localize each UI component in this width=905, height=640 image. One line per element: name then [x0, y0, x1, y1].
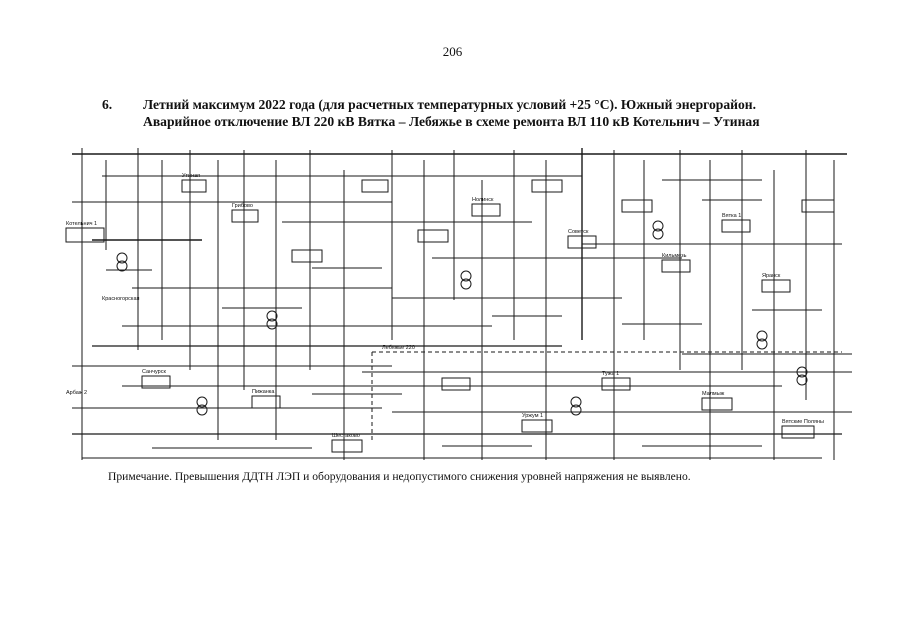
station-label-grabovo: Грибово	[232, 203, 253, 209]
page-number: 206	[442, 44, 463, 59]
station-label-pizhanka: Пижанка	[252, 389, 275, 395]
station-label-shestakovo: Шестаково	[332, 433, 360, 439]
station-label-sovetsk: Советск	[568, 229, 589, 235]
station-label-vyatskie-polyany: Вятские Поляны	[782, 419, 824, 425]
station-label-arbazh: Арбаж 2	[66, 390, 88, 396]
scheme-lines	[66, 148, 852, 460]
section-number: 6.	[102, 97, 113, 112]
station-label-malmyzh: Малмыж	[702, 391, 725, 397]
power-grid-scheme	[62, 140, 857, 468]
station-label-lebyazhye: Лебяжье 220	[382, 345, 415, 351]
section-title-line-1: Летний максимум 2022 года (для расчетных температурных условий +25 °С). Южный энергорайон.	[143, 97, 757, 112]
station-label-kilmez: Кильмезь	[662, 253, 687, 259]
station-label-nolinsk: Нолинск	[472, 197, 494, 203]
station-label-urzhum: Уржум 1	[522, 413, 544, 419]
station-label-kotelnich: Котельнич 1	[66, 221, 98, 227]
station-label-utinaya: Утиная	[182, 173, 201, 179]
station-label-krasnogorskaya: Красногорская	[102, 296, 140, 302]
section-title-line-2: Аварийное отключение ВЛ 220 кВ Вятка – Лебяжье в схеме ремонта ВЛ 110 кВ Котельнич – Утиная	[143, 114, 760, 129]
station-label-sanchursk: Санчурск	[142, 369, 166, 375]
station-label-tuzha: Тужа 1	[602, 371, 620, 377]
station-label-yaransk: Яранск	[762, 273, 781, 279]
note-text: Примечание. Превышения ДДТН ЛЭП и оборудования и недопустимого снижения уровней напряжения не выявлено.	[108, 470, 691, 483]
station-label-vyatka: Вятка 1	[722, 213, 742, 219]
